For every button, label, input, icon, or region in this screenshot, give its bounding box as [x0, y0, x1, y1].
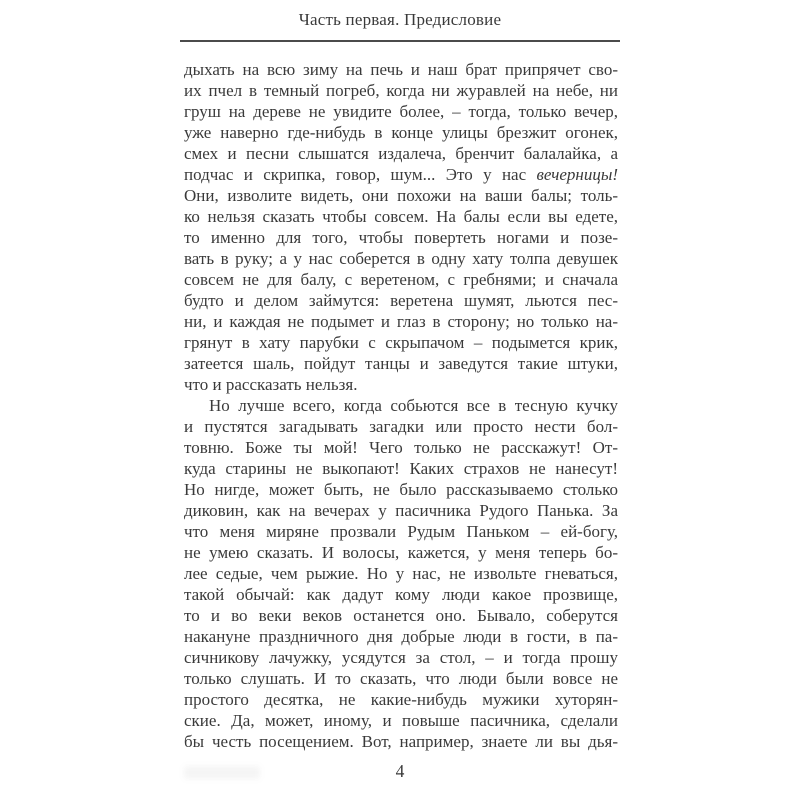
text-line	[184, 311, 618, 332]
text-line	[184, 521, 618, 542]
text-line	[184, 122, 618, 143]
line-text: то именно для того, чтобы повертеть ногами и позе-	[184, 228, 618, 247]
text-line	[184, 248, 618, 269]
line-text: что и рассказать нельзя.	[184, 375, 358, 394]
line-text: только слушать. И то сказать, что люди были вовсе не	[184, 669, 618, 688]
text-line	[184, 710, 618, 731]
text-line	[184, 143, 618, 164]
text-line	[184, 584, 618, 605]
running-header: Часть первая. Предисловие	[298, 10, 502, 29]
text-line	[184, 731, 618, 752]
text-line	[184, 416, 618, 437]
text-line	[184, 80, 618, 101]
line-text: ко нельзя сказать чтобы совсем. На балы если вы едете,	[184, 207, 618, 226]
line-text: Они, изволите видеть, они похожи на ваши балы; толь-	[184, 186, 618, 205]
line-text: груш на дереве не увидите более, – тогда, только вечер,	[184, 102, 618, 121]
header-rule	[180, 40, 620, 42]
line-text: что меня миряне прозвали Рудым Паньком – ей-богу,	[184, 522, 618, 541]
line-text: и пустятся загадывать загадки или просто нести бол-	[184, 417, 618, 436]
text-line	[184, 206, 618, 227]
line-text: сичникову лачужку, усядутся за стол, – и тогда прошу	[184, 648, 618, 667]
line-text: их пчел в темный погреб, когда ни журавлей на небе, ни	[184, 81, 618, 100]
line-text: диковин, как на вечерах у пасичника Рудого Панька. За	[184, 501, 618, 520]
text-line	[184, 332, 618, 353]
line-text: будто и делом займутся: веретена шумят, льются пес-	[184, 291, 618, 310]
text-line	[184, 353, 618, 374]
page-number: 4	[395, 761, 405, 781]
text-line	[184, 605, 618, 626]
line-text: Но лучше всего, когда собьются все в тесную кучку	[209, 396, 618, 415]
text-line	[184, 668, 618, 689]
italic-text: вечерницы!	[536, 165, 618, 184]
text-line	[184, 479, 618, 500]
line-text: накануне праздничного дня добрые люди в гости, в па-	[184, 627, 618, 646]
line-text: ни, и каждая не подымет и глаз в сторону; но только на-	[184, 312, 618, 331]
text-line	[184, 395, 618, 416]
line-text: вать в руку; а у нас соберется в одну хату толпа девушек	[184, 249, 618, 268]
line-text: такой обычай: как дадут кому люди какое прозвище,	[184, 585, 618, 604]
text-line	[184, 626, 618, 647]
line-text: то и во веки веков останется оно. Бывало, соберутся	[184, 606, 618, 625]
text-line	[184, 437, 618, 458]
line-text: бы честь посещением. Вот, например, знаете ли вы дья-	[184, 732, 618, 751]
body-text	[184, 59, 618, 752]
text-line	[184, 458, 618, 479]
text-line	[184, 59, 618, 80]
text-line	[184, 500, 618, 521]
line-text: простого десятка, не какие-нибудь мужики хуторян-	[184, 690, 618, 709]
line-text: совсем не для балу, с веретеном, с гребнями; и сначала	[184, 270, 618, 289]
text-line	[184, 563, 618, 584]
text-line	[184, 689, 618, 710]
line-text: дыхать на всю зиму на печь и наш брат припрячет сво-	[184, 60, 618, 79]
text-line	[184, 647, 618, 668]
text-line	[184, 185, 618, 206]
line-text: ские. Да, может, иному, и повыше пасичника, сделали	[184, 711, 618, 730]
line-text: затеется шаль, пойдут танцы и заведутся такие штуки,	[184, 354, 618, 373]
line-text: куда старины не выкопают! Каких страхов не нанесут!	[184, 459, 618, 478]
line-text: подчас и скрипка, говор, шум... Это у нас	[184, 165, 537, 184]
line-text: смех и песни слышатся издалеча, бренчит балалайка, а	[184, 144, 618, 163]
text-line	[184, 290, 618, 311]
line-text: уже наверно где-нибудь в конце улицы брезжит огонек,	[184, 123, 618, 142]
text-line	[184, 164, 618, 185]
line-text: не умею сказать. И волосы, кажется, у меня теперь бо-	[184, 543, 618, 562]
line-text: Но нигде, может быть, не было рассказываемо столько	[184, 480, 618, 499]
line-text: грянут в хату парубки с скрыпачом – подымется крик,	[184, 333, 618, 352]
text-line	[184, 269, 618, 290]
text-line	[184, 101, 618, 122]
text-line	[184, 374, 618, 395]
line-text: товню. Боже ты мой! Чего только не расскажут! От-	[184, 438, 618, 457]
text-line	[184, 227, 618, 248]
text-line	[184, 542, 618, 563]
line-text: лее седые, чем рыжие. Но у нас, не извольте гневаться,	[184, 564, 618, 583]
